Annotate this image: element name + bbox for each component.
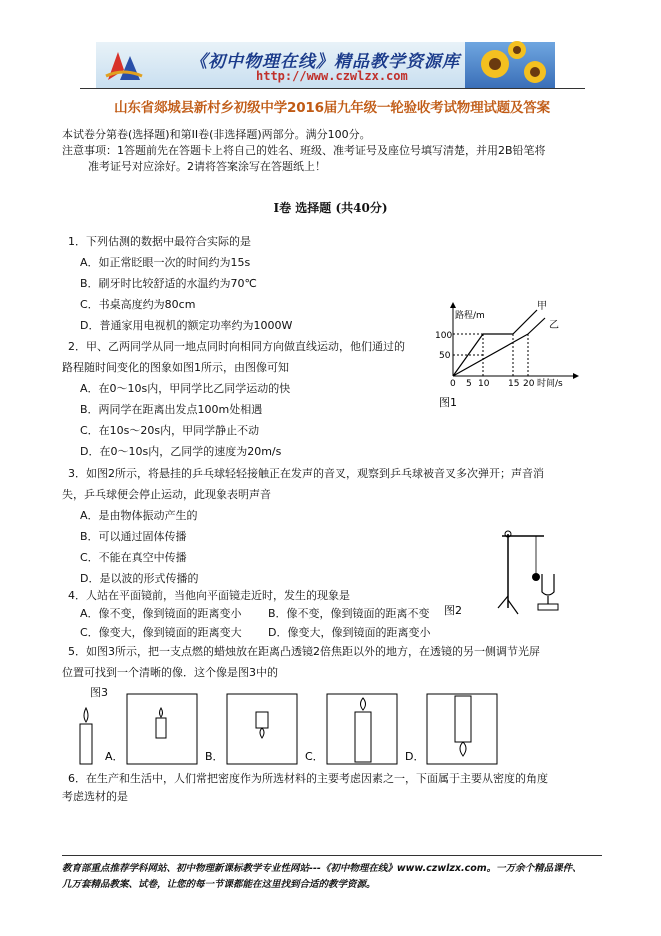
fig1-ytick-50: 50 <box>439 351 451 361</box>
q3-stem: 3．如图2所示，将悬挂的乒乓球轻轻接触正在发声的音叉，观察到乒乓球被音叉多次弹开；声音消 <box>68 467 544 480</box>
q1-option-c: C．书桌高度约为80cm <box>80 298 196 311</box>
fig1-xtick-15: 15 <box>508 379 520 389</box>
fig3-option-c: C． <box>305 750 324 763</box>
fig2-caption: 图2 <box>444 604 462 617</box>
q3-option-d: D．是以波的形式传播的 <box>80 572 199 585</box>
fig3-caption: 图3 <box>90 686 108 699</box>
q4-option-c: C．像变大，像到镜面的距离变大 <box>80 626 242 639</box>
q4-option-d: D．像变大，像到镜面的距离变小 <box>268 626 431 639</box>
intro-line-1: 本试卷分第卷(选择题)和第II卷(非选择题)两部分。满分100分。 <box>62 128 371 141</box>
q3-option-c: C．不能在真空中传播 <box>80 551 187 564</box>
q6-stem: 6．在生产和生活中，人们常把密度作为所选材料的主要考虑因素之一，下面属于主要从密度的角度 <box>68 772 548 785</box>
footer-line-1: 教育部重点推荐学科网站、初中物理新课标教学专业性网站---《初中物理在线》www.czwlzx.com。一万余个精品课件、 <box>62 863 582 874</box>
fig1-label-jia: 甲 <box>537 301 547 312</box>
q2-stem: 2．甲、乙两同学从同一地点同时向相同方向做直线运动，他们通过的 <box>68 340 405 353</box>
q1-option-a: A．如正常眨眼一次的时间约为15s <box>80 256 251 269</box>
q2-option-c: C．在10s～20s内，甲同学静止不动 <box>80 424 260 437</box>
sunflower-image <box>465 42 555 88</box>
q4-option-b: B．像不变，像到镜面的距离不变 <box>268 607 430 620</box>
fig1-line-yi-rise <box>528 318 545 334</box>
fig1-xtick-10: 10 <box>478 379 490 389</box>
fig1-xtick-0: 0 <box>450 379 456 389</box>
fig1-caption: 图1 <box>439 396 457 409</box>
q1-option-d: D．普通家用电视机的额定功率约为1000W <box>80 319 293 332</box>
banner-title: 《初中物理在线》精品教学资源库 <box>190 52 460 72</box>
q5-stem: 5．如图3所示，把一支点燃的蜡烛放在距离凸透镜2倍焦距以外的地方，在透镜的另一侧调节光屏 <box>68 645 540 658</box>
fig1-ytick-100: 100 <box>435 331 453 341</box>
fig1-line-jia-rise <box>513 310 537 334</box>
q1-stem: 1．下列估测的数据中最符合实际的是 <box>68 235 251 248</box>
q3-option-a: A．是由物体振动产生的 <box>80 509 198 522</box>
fig1-xtick-5: 5 <box>466 379 472 389</box>
header-rule <box>80 88 585 89</box>
q2-option-b: B．两同学在距离出发点100m处相遇 <box>80 403 263 416</box>
intro-line-3: 准考证号对应涂好。2请将答案涂写在答题纸上！ <box>88 160 326 173</box>
fig1-label-yi: 乙 <box>549 320 559 331</box>
section-title: I卷 选择题 (共40分) <box>273 201 388 215</box>
fig3-original-candle <box>80 708 92 764</box>
q3-option-b: B．可以通过固体传播 <box>80 530 187 543</box>
footer-line-2: 几万套精品教案、试卷，让您的每一节课都能在这里找到合适的教学资源。 <box>62 879 376 890</box>
figure-1-chart <box>425 300 585 412</box>
fig1-xtick-20: 20 <box>523 379 535 389</box>
q2-stem-2: 路程随时间变化的图象如图1所示，由图像可知 <box>62 361 289 374</box>
q5-stem-2: 位置可找到一个清晰的像．这个像是图3中的 <box>62 666 278 679</box>
fig3-option-a: A． <box>105 750 124 763</box>
q1-option-b: B．刷牙时比较舒适的水温约为70℃ <box>80 277 257 290</box>
fig3-option-b: B． <box>205 750 224 763</box>
footer-rule <box>62 855 602 856</box>
figure-2-tuning-fork <box>444 520 570 620</box>
q3-stem-2: 失，乒乓球便会停止运动，此现象表明声音 <box>62 488 271 501</box>
q2-option-a: A．在0～10s内，甲同学比乙同学运动的快 <box>80 382 291 395</box>
banner-url[interactable]: http://www.czwlzx.com <box>256 69 408 83</box>
site-logo-icon <box>104 46 144 84</box>
figure-3-candles <box>70 690 510 770</box>
header-banner <box>96 42 555 88</box>
q4-stem: 4．人站在平面镜前，当他向平面镜走近时，发生的现象是 <box>68 589 350 602</box>
q2-option-d: D．在0～10s内，乙同学的速度为20m/s <box>80 445 282 458</box>
q4-option-a: A．像不变，像到镜面的距离变小 <box>80 607 242 620</box>
fig1-line-yi <box>453 334 528 376</box>
page-title: 山东省郯城县新村乡初级中学2016届九年级一轮验收考试物理试题及答案 <box>114 100 550 116</box>
q6-stem-2: 考虑选材的是 <box>62 790 128 803</box>
fig3-option-d: D． <box>405 750 425 763</box>
fig1-ylabel: 路程/m <box>455 311 485 321</box>
fig1-xlabel: 时间/s <box>537 379 563 389</box>
intro-line-2: 注意事项：1答题前先在答题卡上将自己的姓名、班级、准考证号及座位号填写清楚，并用2B铅笔将 <box>62 144 546 157</box>
